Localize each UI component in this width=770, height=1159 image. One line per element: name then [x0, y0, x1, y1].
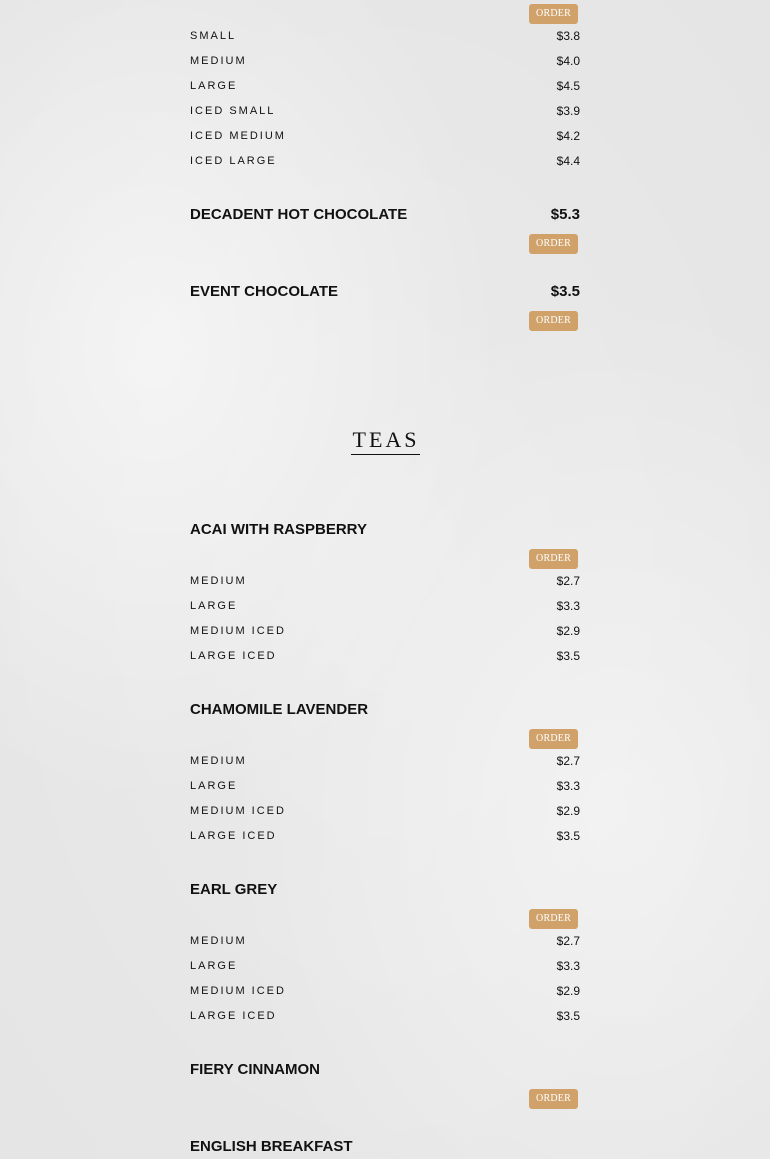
size-row: [190, 129, 580, 143]
size-row: [190, 154, 580, 168]
menu-item-title: FIERY CINNAMON: [190, 1061, 321, 1078]
size-price: $4.4: [556, 154, 580, 168]
size-row: [190, 54, 580, 68]
order-button[interactable]: ORDER: [529, 4, 578, 24]
size-row: [190, 829, 580, 843]
size-price: $2.7: [556, 934, 580, 948]
size-price: $3.8: [556, 29, 580, 43]
size-label: LARGE ICED: [190, 650, 277, 662]
menu-item-price: $3.5: [550, 283, 580, 300]
size-price: $3.3: [556, 599, 580, 613]
size-row: [190, 934, 580, 948]
size-label: ICED LARGE: [190, 155, 277, 167]
size-price: $2.7: [556, 754, 580, 768]
size-row: [190, 104, 580, 118]
size-label: MEDIUM: [190, 755, 247, 767]
menu-item-title: EVENT CHOCOLATE: [190, 283, 339, 300]
order-button[interactable]: ORDER: [529, 1089, 578, 1109]
size-label: ICED SMALL: [190, 105, 276, 117]
size-price: $3.5: [556, 1009, 580, 1023]
menu-item-price: $5.3: [550, 206, 580, 223]
size-row: [190, 599, 580, 613]
size-row: [190, 804, 580, 818]
order-button[interactable]: ORDER: [529, 729, 578, 749]
order-button[interactable]: ORDER: [529, 234, 578, 254]
size-price: $2.9: [556, 804, 580, 818]
size-price: $2.7: [556, 574, 580, 588]
size-label: LARGE: [190, 600, 238, 612]
size-price: $3.9: [556, 104, 580, 118]
menu-item-title: ENGLISH BREAKFAST: [190, 1138, 353, 1155]
order-button[interactable]: ORDER: [529, 311, 578, 331]
size-row: [190, 984, 580, 998]
size-label: LARGE: [190, 780, 238, 792]
size-row: [190, 574, 580, 588]
size-label: MEDIUM ICED: [190, 625, 286, 637]
size-row: [190, 79, 580, 93]
size-row: [190, 779, 580, 793]
menu-item-title: EARL GREY: [190, 881, 278, 898]
size-label: MEDIUM: [190, 935, 247, 947]
size-label: LARGE: [190, 80, 238, 92]
size-label: LARGE ICED: [190, 1010, 277, 1022]
section-title-teas: TEAS: [351, 427, 420, 455]
size-label: LARGE ICED: [190, 830, 277, 842]
size-label: MEDIUM: [190, 55, 247, 67]
size-row: [190, 649, 580, 663]
size-price: $3.3: [556, 959, 580, 973]
size-row: [190, 754, 580, 768]
size-price: $4.2: [556, 129, 580, 143]
size-price: $4.0: [556, 54, 580, 68]
menu-item-title: DECADENT HOT CHOCOLATE: [190, 206, 408, 223]
size-row: [190, 29, 580, 43]
order-button[interactable]: ORDER: [529, 549, 578, 569]
section-heading: [190, 427, 580, 455]
size-row: [190, 1009, 580, 1023]
size-label: MEDIUM ICED: [190, 985, 286, 997]
size-row: [190, 959, 580, 973]
menu-item-title: ACAI WITH RASPBERRY: [190, 521, 367, 538]
size-row: [190, 624, 580, 638]
size-price: $3.5: [556, 829, 580, 843]
order-button[interactable]: ORDER: [529, 909, 578, 929]
size-price: $3.3: [556, 779, 580, 793]
size-label: SMALL: [190, 30, 237, 42]
size-label: MEDIUM: [190, 575, 247, 587]
menu-item-title: CHAMOMILE LAVENDER: [190, 701, 369, 718]
size-price: $3.5: [556, 649, 580, 663]
size-label: LARGE: [190, 960, 238, 972]
size-price: $2.9: [556, 984, 580, 998]
size-label: MEDIUM ICED: [190, 805, 286, 817]
size-price: $4.5: [556, 79, 580, 93]
size-price: $2.9: [556, 624, 580, 638]
size-label: ICED MEDIUM: [190, 130, 286, 142]
